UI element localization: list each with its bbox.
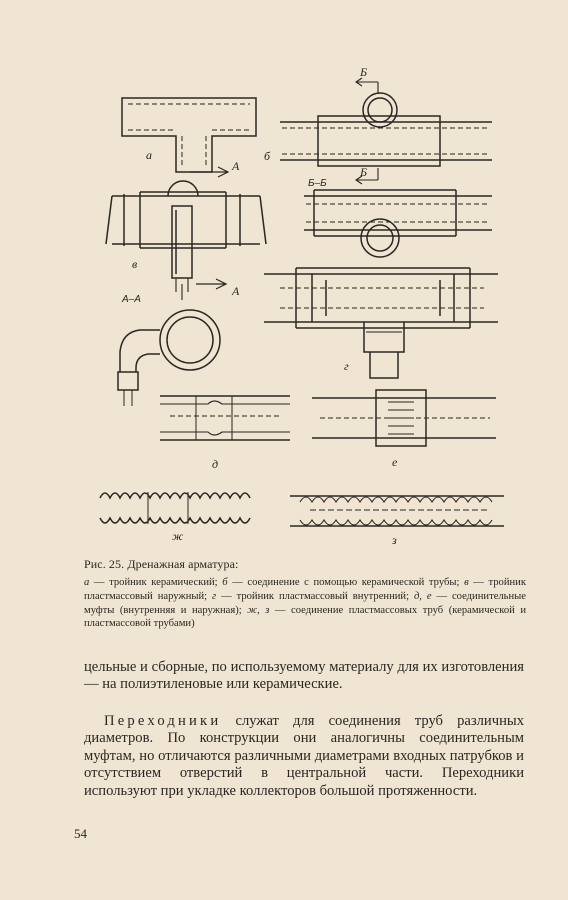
arrow-a-label-bottom: А: [232, 284, 240, 298]
section-bb-label: Б–Б: [308, 178, 327, 189]
section-aa: [118, 294, 220, 406]
label-b: б: [264, 149, 271, 163]
section-aa-label: А–А: [122, 294, 141, 305]
body-paragraph-2-text: служат для соединения труб различных диаметров. По конструкции они аналогичны соединительным муфтам, но отличаются различными диаметрами входных патрубков и отсутствием отверстий в центральной части. Переходники используют при укладке коллекторов большой протяженности.: [84, 713, 524, 799]
fitting-a-ceramic-tee: [122, 98, 256, 177]
fitting-d-inner-coupling: [160, 396, 290, 471]
legend-key: б: [222, 577, 228, 588]
fitting-z-pipe-connection: [290, 496, 504, 547]
arrow-b-label-top: Б: [360, 65, 368, 79]
section-bb: [304, 178, 492, 257]
legend-key: г: [212, 590, 217, 602]
legend-key: а: [84, 577, 90, 588]
fitting-zh-corrugated-connection: [100, 492, 250, 543]
figure-caption-legend: [84, 576, 526, 631]
body-paragraph-1: цельные и сборные, по используемому материалу для их изготовления — на полиэтиленовые или керамические.: [84, 659, 524, 693]
body-paragraph-2: [84, 713, 524, 800]
fitting-g-plastic-internal-tee: [264, 268, 498, 378]
legend-text: — тройник пластмассовый наружный;: [84, 577, 527, 602]
legend-text: — тройник керамический;: [89, 577, 223, 588]
term-perekhodniki: Переходники: [104, 713, 222, 729]
legend-key: ж, з: [247, 604, 270, 616]
fitting-v-plastic-external-tee: [106, 181, 266, 300]
legend-text: — соединение пластмассовых труб (керамической и пластмассовой трубами): [84, 604, 526, 630]
arrow-b-label-bottom: Б: [360, 165, 368, 179]
label-g: г: [344, 359, 349, 373]
legend-key: в: [464, 577, 469, 588]
page-number: 54: [74, 826, 87, 841]
label-z: з: [392, 533, 397, 547]
label-zh: ж: [172, 529, 184, 543]
figure-caption-title: Рис. 25. Дренажная арматура:: [84, 557, 239, 571]
label-d: д: [212, 457, 219, 471]
legend-text: — соединительные муфты (внутренняя и наружная);: [84, 590, 527, 616]
legend-text: — соединение с помощью керамической трубы;: [227, 577, 465, 588]
label-v: в: [132, 257, 138, 271]
legend-text: — тройник пластмассовый внутренний;: [216, 590, 414, 602]
fitting-e-outer-coupling: [312, 390, 496, 469]
arrow-a-label-top: А: [232, 159, 240, 173]
fitting-b-ceramic-connection: [264, 65, 492, 184]
legend-key: д, е: [413, 590, 432, 602]
label-e: е: [392, 455, 398, 469]
label-a: а: [146, 148, 152, 162]
